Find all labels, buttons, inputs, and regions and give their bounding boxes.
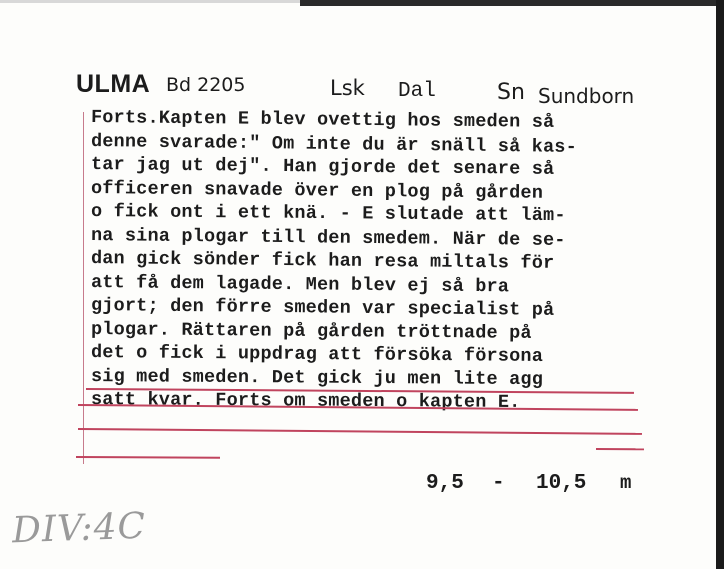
margin-rule: [83, 112, 84, 464]
landscape-value: Dal: [398, 80, 436, 103]
record-number: Bd 2205: [166, 74, 246, 96]
landscape-label: Lsk: [330, 76, 365, 100]
text-line: na sina plogar till den smedem. När de se-: [90, 224, 566, 251]
typed-text: [91, 106, 711, 412]
red-underline: [596, 448, 644, 450]
range-to: 10,5: [536, 472, 587, 495]
text-line: dan gick sönder fick han resa miltals för: [90, 248, 555, 274]
text-line: plogar. Rättaren på gården tröttnade på: [90, 318, 532, 344]
top-edge-shadow: [0, 0, 300, 3]
text-line: sig med smeden. Det gick ju men lite agg: [90, 365, 544, 390]
pencil-signum: DIV:4C: [11, 505, 147, 552]
parish-value: Sundborn: [538, 84, 635, 108]
red-underline: [78, 428, 642, 435]
text-line: det o fick i uppdrag att försöka försona: [90, 342, 544, 367]
text-line: satt kvar. Forts om smeden o kapten E.: [90, 389, 521, 413]
range-from: 9,5: [426, 472, 464, 495]
card-header: [76, 70, 656, 110]
archive-code: ULMA: [76, 70, 151, 98]
range-dash: -: [492, 472, 505, 495]
text-line: att få dem lagade. Men blev ej så bra: [90, 271, 510, 297]
text-line: gjort; den förre smeden var specialist på: [90, 295, 555, 321]
range-unit: m: [620, 472, 632, 494]
text-line: officeren snavade över en plog på gården: [90, 177, 544, 204]
right-edge-dark: [716, 0, 724, 569]
parish-label: Sn: [497, 80, 525, 105]
text-line: o fick ont i ett knä. - E slutade att läm-: [90, 201, 566, 227]
text-line: tar jag ut dej". Han gjorde det senare så: [90, 154, 555, 180]
text-line: denne svarade:" Om inte du är snäll så kas-: [90, 130, 578, 158]
text-line: Forts.Kapten E blev ovettig hos smeden så: [90, 107, 555, 133]
red-underline: [76, 456, 220, 459]
top-edge-dark: [300, 0, 724, 6]
